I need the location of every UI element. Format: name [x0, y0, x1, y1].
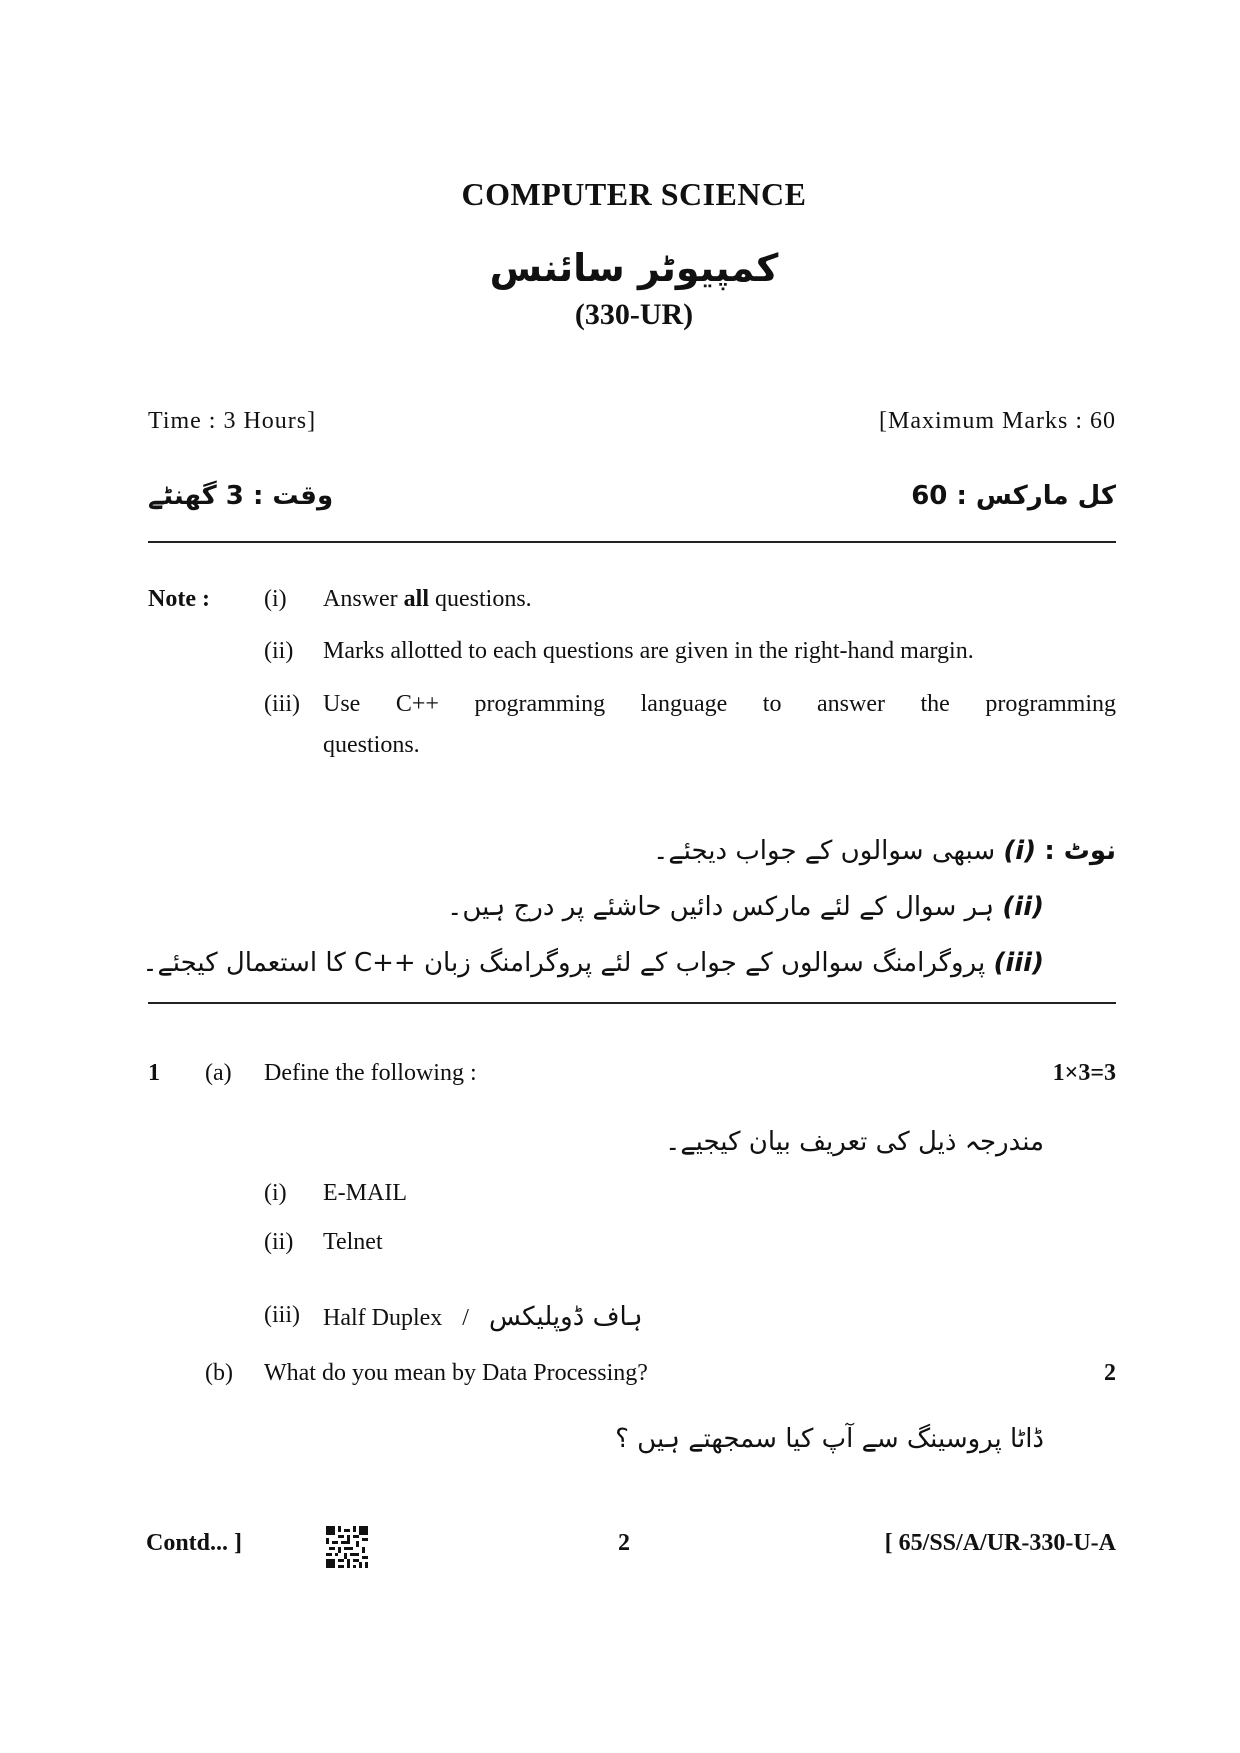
- urdu-note-line-3: [142, 948, 1044, 978]
- sub-item-text: Telnet: [323, 1229, 383, 1255]
- note-item-num: (i): [264, 586, 287, 612]
- page-number: 2: [618, 1530, 630, 1556]
- question-number: 1: [148, 1060, 160, 1086]
- note-label: Note :: [148, 586, 210, 612]
- marks-urdu-label: کل مارکس : 60: [911, 481, 1116, 511]
- paper-title: COMPUTER SCIENCE: [461, 176, 807, 212]
- note-item-text-continued: questions.: [323, 732, 420, 758]
- sub-item-num: (iii): [264, 1302, 300, 1328]
- note-item-num: (ii): [264, 638, 294, 664]
- note-item-text: Marks allotted to each questions are given in the right-hand margin.: [323, 638, 974, 664]
- question-marks: 2: [1104, 1360, 1116, 1386]
- urdu-note-num: (ii): [1002, 892, 1044, 922]
- sub-item-text: [323, 1302, 643, 1332]
- paper-reference: [ 65/SS/A/UR-330-U-A: [884, 1530, 1116, 1556]
- question-text: What do you mean by Data Processing?: [264, 1360, 648, 1386]
- divider-top: [148, 541, 1116, 543]
- question-text-urdu: ڈاٹا پروسینگ سے آپ کیا سمجھتے ہیں ؟: [615, 1424, 1044, 1454]
- note-item-text-pre: Answer: [323, 586, 404, 612]
- divider-bottom: [148, 1002, 1116, 1004]
- note-item-text: [323, 586, 532, 613]
- sub-item-text-english: Half Duplex: [323, 1305, 443, 1331]
- paper-title-urdu: کمپیوٹر سائنس: [489, 246, 779, 290]
- question-text-urdu: مندرجہ ذیل کی تعریف بیان کیجیے۔: [665, 1127, 1044, 1157]
- question-marks: 1×3=3: [1052, 1060, 1116, 1086]
- urdu-note-line-2: [447, 892, 1044, 922]
- question-part-label: (b): [205, 1360, 233, 1386]
- note-item-text: Use C++ programming language to answer the programming: [323, 691, 1116, 717]
- paper-code: (330-UR): [574, 298, 694, 331]
- sub-item-num: (ii): [264, 1229, 294, 1255]
- sub-item-text: E-MAIL: [323, 1180, 407, 1206]
- urdu-note-text: ہر سوال کے لئے مارکس دائیں حاشئے پر درج ہیں۔: [447, 892, 995, 922]
- urdu-note-num: (i): [1003, 836, 1037, 866]
- urdu-note-line-1: [653, 836, 1116, 866]
- time-urdu-label: وقت : 3 گھنٹے: [148, 481, 334, 511]
- question-part-label: (a): [205, 1060, 232, 1086]
- max-marks-label: [Maximum Marks : 60: [879, 408, 1116, 434]
- qr-code-icon: [326, 1526, 368, 1568]
- urdu-note-text: پروگرامنگ سوالوں کے جواب کے لئے پروگرامنگ زبان ++C کا استعمال کیجئے۔: [142, 948, 986, 978]
- sub-item-separator: /: [462, 1305, 469, 1331]
- time-label: Time : 3 Hours]: [148, 408, 317, 434]
- urdu-note-num: (iii): [993, 948, 1044, 978]
- sub-item-num: (i): [264, 1180, 287, 1206]
- urdu-note-text: سبھی سوالوں کے جواب دیجئے۔: [653, 836, 996, 866]
- sub-item-text-urdu: ہاف ڈوپلیکس: [488, 1302, 643, 1332]
- contd-label: Contd... ]: [146, 1530, 243, 1556]
- note-item-text-bold: all: [403, 586, 429, 612]
- urdu-note-label: نوٹ :: [1044, 836, 1116, 866]
- note-item-num: (iii): [264, 691, 300, 717]
- note-item-text-post: questions.: [429, 586, 532, 612]
- question-text: Define the following :: [264, 1060, 477, 1086]
